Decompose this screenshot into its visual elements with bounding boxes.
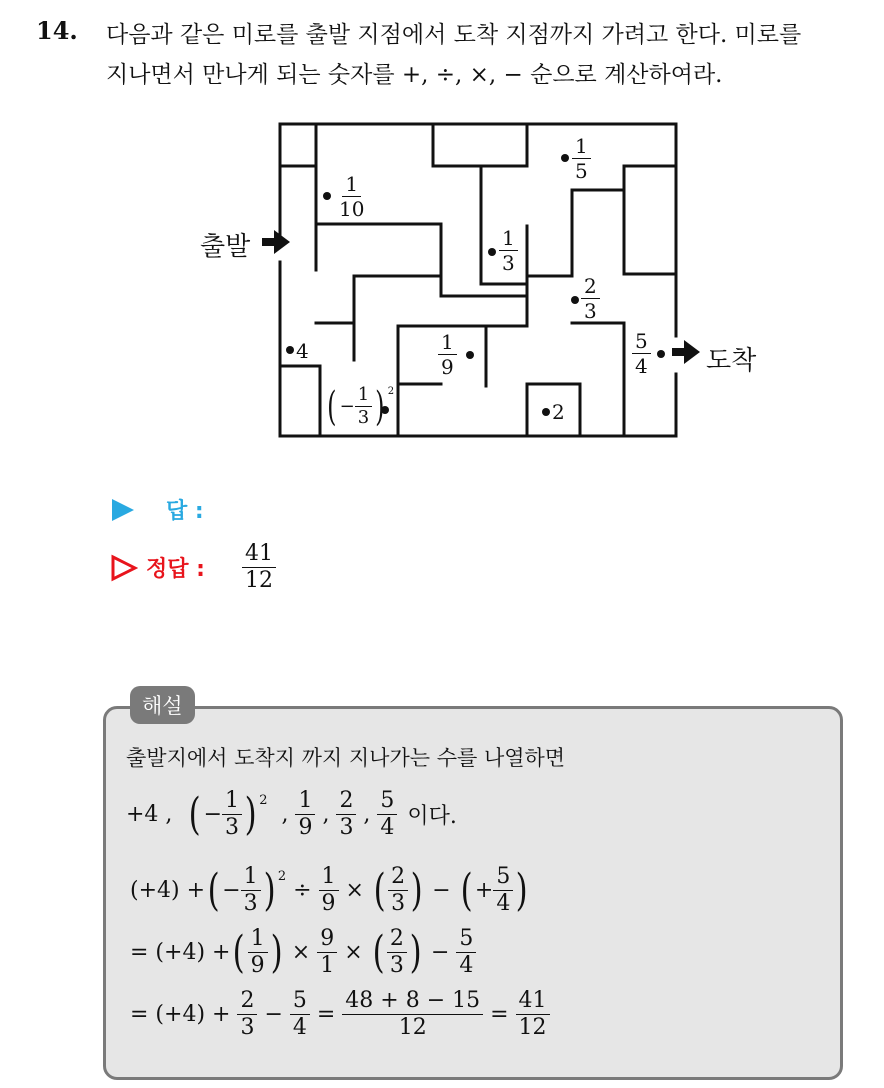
maze-figure <box>0 0 884 470</box>
correct-answer-label: 정답 : <box>146 557 205 582</box>
correct-answer-value: $\frac{41}{12}$ <box>242 543 276 592</box>
explanation-equation-3: = (+4) + $\frac{2}{3}$ − $\frac{5}{4}$ = $\frac{48 + 8 - 15}{12}$ = $\frac{41}{12}$ <box>130 990 550 1039</box>
start-label: 출발 <box>200 232 251 262</box>
explanation-equation-2: = (+4) + ( $\frac{1}{9}$ ) × $\frac{9}{1}$ × ( $\frac{2}{3}$ ) − $\frac{5}{4}$ <box>130 928 476 977</box>
explanation-sequence: +4 , ( − $\frac{1}{3}$ ) 2 , $\frac{1}{9}$ , $\frac{2}{3}$ , $\frac{5}{4}$ 이다. <box>126 788 457 840</box>
maze-value-1-9: $\frac{1}{9}$ <box>438 332 457 377</box>
answer-row <box>110 494 204 525</box>
maze-value-2: 2 <box>552 400 565 424</box>
question-number: 14. <box>36 16 78 45</box>
maze-value-2-3: $\frac{2}{3}$ <box>581 276 600 321</box>
correct-answer-row <box>110 552 205 583</box>
maze-value-1-10: $\frac{1}{10}$ <box>339 172 365 221</box>
maze-value-4: 4 <box>296 339 309 363</box>
triangle-filled-icon <box>110 497 136 523</box>
start-arrow-icon <box>262 230 290 254</box>
explanation-tab: 해설 <box>130 686 195 724</box>
question-text-line1: 다음과 같은 미로를 출발 지점에서 도착 지점까지 가려고 한다. 미로를 <box>106 22 802 48</box>
maze-value-1-5: $\frac{1}{5}$ <box>572 136 591 181</box>
maze-value-5-4: $\frac{5}{4}$ <box>632 331 651 376</box>
question-text-line2: 지나면서 만나게 되는 숫자를 +, ÷, ×, − 순으로 계산하여라. <box>106 62 723 88</box>
maze-value-1-3: $\frac{1}{3}$ <box>499 228 518 273</box>
triangle-outline-icon <box>110 554 138 582</box>
maze-value-neg-1-3-squared: ( − $\frac{1}{3}$ ) 2 <box>327 383 395 430</box>
explanation-equation-1: (+4) + ( − $\frac{1}{3}$ ) 2 ÷ $\frac{1}{9}$ × ( $\frac{2}{3}$ ) − ( + $\frac{5}{4}$ ) <box>130 864 528 916</box>
end-arrow-icon <box>672 340 700 364</box>
end-label: 도착 <box>706 346 757 376</box>
explanation-line1: 출발지에서 도착지 까지 지나가는 수를 나열하면 <box>126 746 566 770</box>
answer-label: 답 : <box>166 499 204 524</box>
